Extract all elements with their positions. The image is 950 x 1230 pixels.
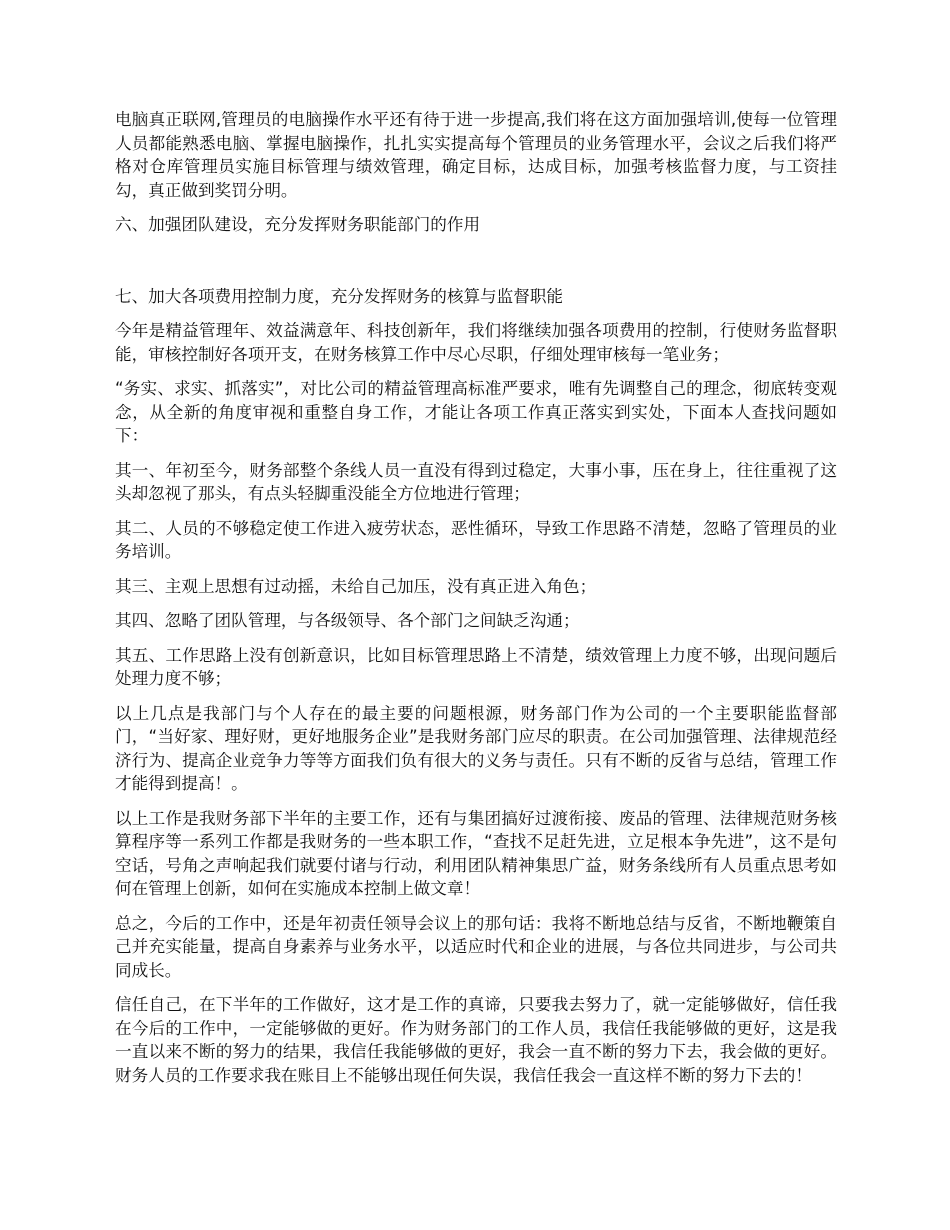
section-spacer	[115, 248, 837, 285]
paragraph-summary: 总之，今后的工作中，还是年初责任领导会议上的那句话：我将不断地总结与反省，不断地鞭策自己并充实能量，提高自身素养与业务水平，以适应时代和企业的进展，与各位共同进步，与公司共同成长。	[115, 913, 837, 980]
paragraph-problem-1: 其一、年初至今，财务部整个条线人员一直没有得到过稳定，大事小事，压在身上，往往重视了这头却忽视了那头，有点头轻脚重没能全方位地进行管理；	[115, 460, 837, 503]
paragraph-computer-training: 电脑真正联网,管理员的电脑操作水平还有待于进一步提高,我们将在这方面加强培训,使每一位管理人员都能熟悉电脑、掌握电脑操作，扎扎实实提高每个管理员的业务管理水平，会议之后我们将严格对仓库管理员实施目标管理与绩效管理，确定目标，达成目标，加强考核监督力度，与工资挂勾，真正做到奖罚分明。	[115, 110, 837, 200]
paragraph-root-causes: 以上几点是我部门与个人存在的最主要的问题根源，财务部门作为公司的一个主要职能监督部门，“当好家、理好财，更好地服务企业”是我财务部门应尽的职责。在公司加强管理、法律规范经济行为、提高企业竞争力等等方面我们负有很大的义务与责任。只有不断的反省与总结，管理工作才能得到提高！。	[115, 703, 837, 793]
heading-section-6: 六、加强团队建设，充分发挥财务职能部门的作用	[115, 215, 481, 234]
paragraph-self-trust: 信任自己，在下半年的工作做好，这才是工作的真谛，只要我去努力了，就一定能够做好，信任我在今后的工作中，一定能够做的更好。作为财务部门的工作人员，我信任我能够做的更好，这是我一直以来不断的努力的结果，我信任我能够做的更好，我会一直不断的努力下去，我会做的更好。财务人员的工作要求我在账目上不能够出现任何失误，我信任我会一直这样不断的努力下去的！	[115, 995, 837, 1085]
paragraph-problem-2: 其二、人员的不够稳定使工作进入疲劳状态，恶性循环，导致工作思路不清楚，忽略了管理员的业务培训。	[115, 518, 837, 561]
paragraph-problem-4: 其四、忽略了团队管理，与各级领导、各个部门之间缺乏沟通；	[115, 611, 580, 630]
paragraph-problem-3: 其三、主观上思想有过动摇，未给自己加压，没有真正进入角色；	[115, 576, 597, 596]
paragraph-problem-intro: “务实、求实、抓落实”，对比公司的精益管理高标准严要求，唯有先调整自己的理念，彻底转变观念，从全新的角度审视和重整自身工作，才能让各项工作真正落实到实处，下面本人查找问题如下：	[115, 379, 837, 445]
paragraph-main-work: 以上工作是我财务部下半年的主要工作，还有与集团搞好过渡衔接、废品的管理、法律规范财务核算程序等一系列工作都是我财务的一些本职工作，“查找不足赶先进，立足根本争先进”，这不是句空话，号角之声响起我们就要付诸与行动，利用团队精神集思广益，财务条线所有人员重点思考如何在管理上创新，如何在实施成本控制上做文章！	[115, 808, 837, 898]
paragraph-problem-5: 其五、工作思路上没有创新意识，比如目标管理思路上不清楚，绩效管理上力度不够，出现问题后处理力度不够；	[115, 645, 837, 688]
heading-section-7: 七、加大各项费用控制力度，充分发挥财务的核算与监督职能	[115, 286, 564, 306]
paragraph-cost-control: 今年是精益管理年、效益满意年、科技创新年，我们将继续加强各项费用的控制，行使财务监督职能，审核控制好各项开支，在财务核算工作中尽心尽职，仔细处理审核每一笔业务；	[115, 321, 837, 364]
document-page	[115, 108, 837, 1098]
